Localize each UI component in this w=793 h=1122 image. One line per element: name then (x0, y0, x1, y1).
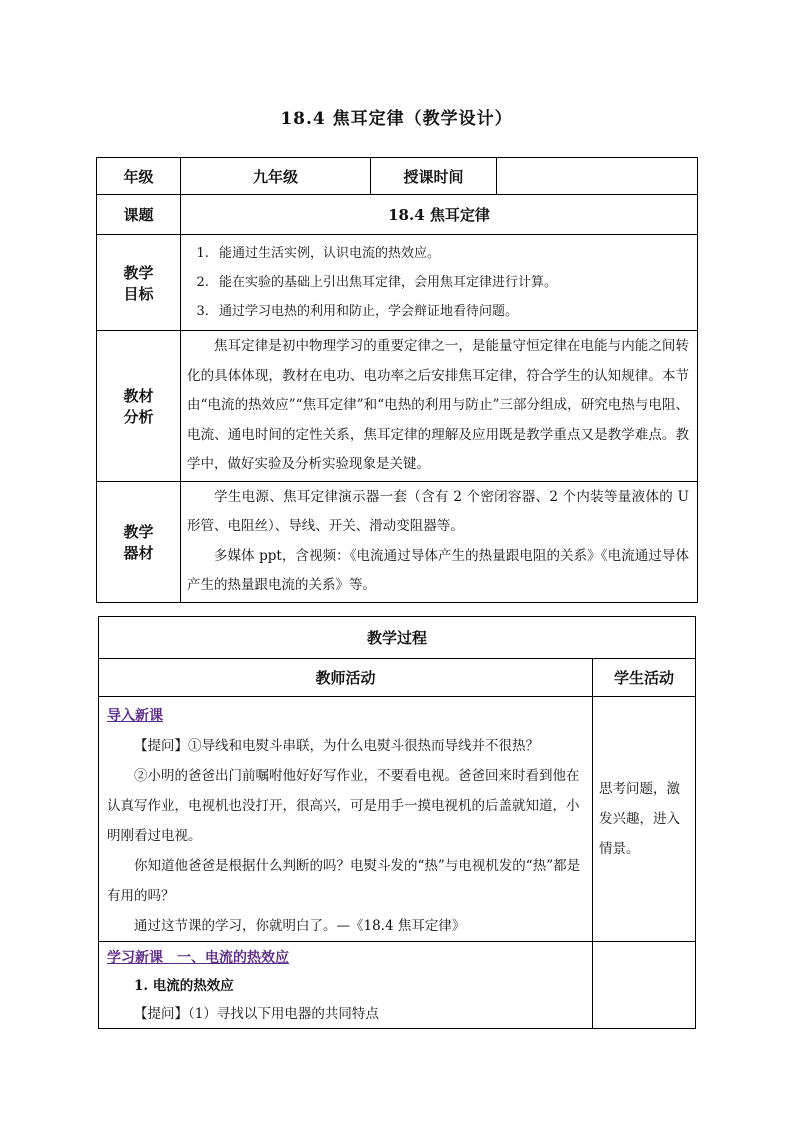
analysis-label-line1: 教材 (123, 386, 154, 405)
goal-item: 1. 能通过生活实例，认识电流的热效应。 (213, 239, 687, 268)
goals-list (181, 235, 697, 330)
new-lesson-question-1: 【提问】（1）寻找以下用电器的共同特点 (134, 1006, 379, 1022)
document-title: 18.4 焦耳定律（教学设计） (280, 109, 513, 129)
intro-heading: 导入新课 (107, 708, 163, 724)
intro-question-1: 【提问】①导线和电熨斗串联，为什么电熨斗很热而导线并不很热？ (134, 738, 539, 754)
analysis-cell (181, 331, 698, 482)
grade-label: 年级 (97, 158, 181, 195)
new-lesson-heading: 学习新课 一、电流的热效应 (107, 950, 289, 966)
goal-item: 2. 能在实验的基础上引出焦耳定律，会用焦耳定律进行计算。 (213, 268, 687, 297)
equipment-cell (181, 481, 698, 602)
student-activity-cell-empty (593, 942, 696, 1029)
analysis-text: 焦耳定律是初中物理学习的重要定律之一，是能量守恒定律在电能与内能之间转化的具体体现，教材在电功、电功率之后安排焦耳定律，符合学生的认知规律。本节由“电流的热效应”“焦耳定律”和“电热的利用与防止”三部分组成，研究电热与电阻、电流、通电时间的定性关系，焦耳定律的理解及应用既是教学重点又是教学难点。教学中，做好实验及分析实验现象是关键。 (187, 338, 689, 472)
student-activity-header: 学生活动 (593, 659, 696, 697)
goals-cell (181, 235, 698, 331)
student-activity-cell: 思考问题，激发兴趣，进入情景。 (593, 697, 696, 942)
intro-question-4: 通过这节课的学习，你就明白了。—《18.4 焦耳定律》 (134, 918, 466, 934)
new-lesson-cell (99, 942, 593, 1029)
topic-label: 课题 (97, 195, 181, 235)
goals-label (97, 235, 181, 331)
topic-value: 18.4 焦耳定律 (181, 195, 698, 235)
teacher-activity-header: 教师活动 (99, 659, 593, 697)
analysis-label-line2: 分析 (123, 407, 154, 426)
goals-label-line2: 目标 (123, 284, 154, 303)
equipment-label-line2: 器材 (123, 543, 154, 562)
equipment-label (97, 481, 181, 602)
grade-value: 九年级 (181, 158, 371, 195)
goal-item: 3. 通过学习电热的利用和防止，学会辩证地看待问题。 (213, 297, 687, 326)
equipment-label-line1: 教学 (123, 522, 154, 541)
equipment-text-2: 多媒体 ppt，含视频：《电流通过导体产生的热量跟电阻的关系》《电流通过导体产生的热量跟电流的关系》等。 (187, 547, 689, 593)
process-title: 教学过程 (99, 617, 696, 659)
goals-label-line1: 教学 (123, 263, 154, 282)
time-value (497, 158, 698, 195)
time-label: 授课时间 (371, 158, 497, 195)
sub-heading: 1. 电流的热效应 (134, 978, 234, 994)
process-table (98, 616, 696, 1029)
intro-question-2: ②小明的爸爸出门前嘱咐他好好写作业，不要看电视。爸爸回来时看到他在认真写作业，电视机也没打开，很高兴，可是用手一摸电视机的后盖就知道，小明刚看过电视。 (107, 768, 580, 844)
intro-question-3: 你知道他爸爸是根据什么判断的吗？电熨斗发的“热”与电视机发的“热”都是有用的吗？ (107, 858, 581, 904)
info-table (96, 157, 698, 603)
equipment-text-1: 学生电源、焦耳定律演示器一套（含有 2 个密闭容器、2 个内装等量液体的 U 形管、电阻丝）、导线、开关、滑动变阻器等。 (187, 488, 689, 534)
analysis-label (97, 331, 181, 482)
intro-cell (99, 697, 593, 942)
